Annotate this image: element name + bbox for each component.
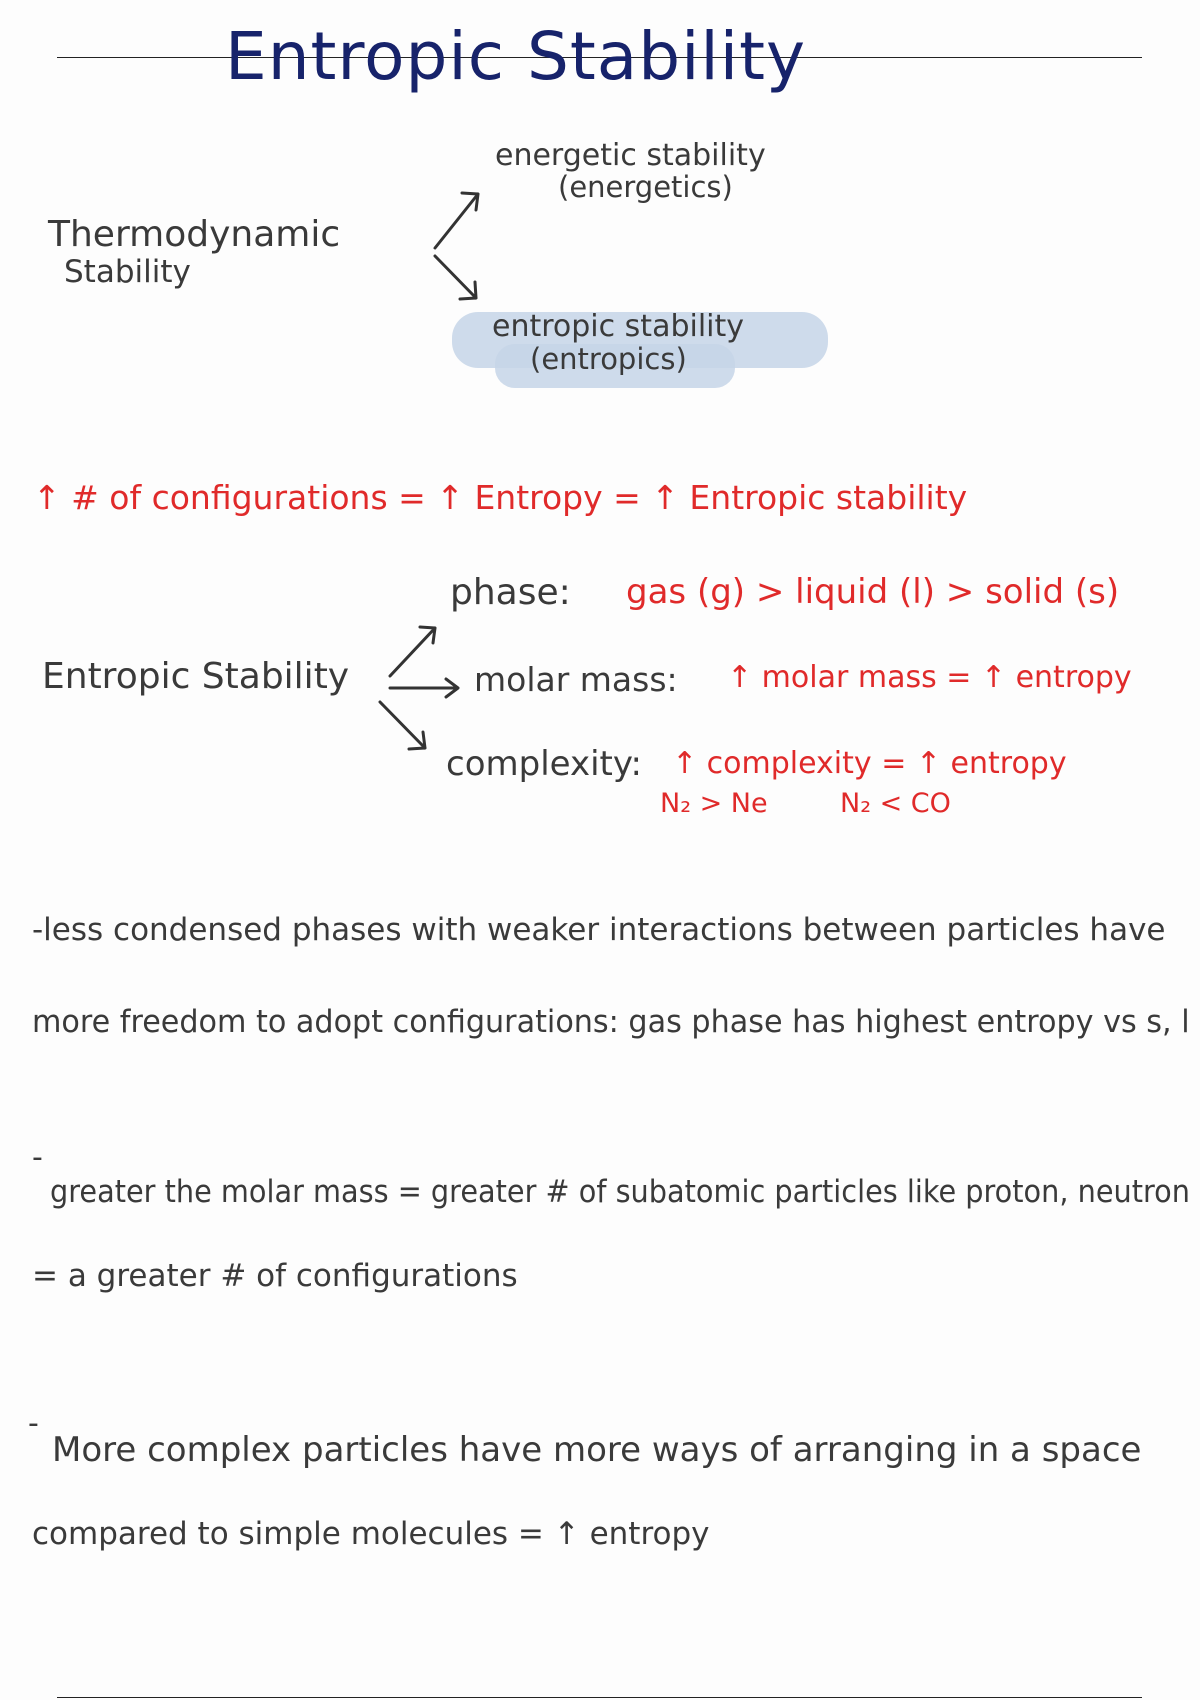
complexity-label: complexity: [446,744,642,784]
complexity-example-2: N₂ < CO [840,788,951,819]
entropic-stability-root: Entropic Stability [42,656,350,697]
note-3-line-2: compared to simple molecules = ↑ entropy [32,1516,710,1552]
note-1-line-2: more freedom to adopt configurations: gas phase has highest entropy vs s, l [32,1004,1190,1040]
entropic-branch-line1: entropic stability [492,309,745,344]
phase-label: phase: [450,572,571,613]
arrow-to-molar-mass-icon [390,679,458,697]
arrow-to-complexity-icon [380,702,425,749]
arrow-to-energetic-icon [435,193,478,248]
molar-mass-value: ↑ molar mass = ↑ entropy [727,660,1132,695]
note-2-line-2: = a greater # of configurations [32,1258,518,1294]
page-title: Entropic Stability [225,18,807,95]
molar-mass-label: molar mass: [474,660,678,699]
energetic-branch-line1: energetic stability [495,138,766,173]
note-2-dash: - [32,1140,43,1175]
note-3-dash: - [28,1406,39,1441]
thermodynamic-label-line1: Thermodynamic [48,214,341,255]
thermodynamic-label-line2: Stability [64,254,191,290]
bottom-rule [57,1697,1142,1698]
note-3-line-1: More complex particles have more ways of arranging in a space [52,1430,1142,1470]
complexity-value: ↑ complexity = ↑ entropy [672,746,1067,781]
entropy-equation: ↑ # of configurations = ↑ Entropy = ↑ Entropic stability [33,478,968,517]
note-2-line-1: greater the molar mass = greater # of subatomic particles like proton, neutron [50,1174,1190,1210]
entropic-branch-line2: (entropics) [530,342,687,376]
phase-value: gas (g) > liquid (l) > solid (s) [626,572,1120,612]
note-1-line-1: -less condensed phases with weaker interactions between particles have [32,912,1166,948]
energetic-branch-line2: (energetics) [558,170,733,204]
arrow-to-phase-icon [390,627,435,676]
arrow-to-entropic-icon [435,256,476,299]
complexity-example-1: N₂ > Ne [660,788,768,819]
